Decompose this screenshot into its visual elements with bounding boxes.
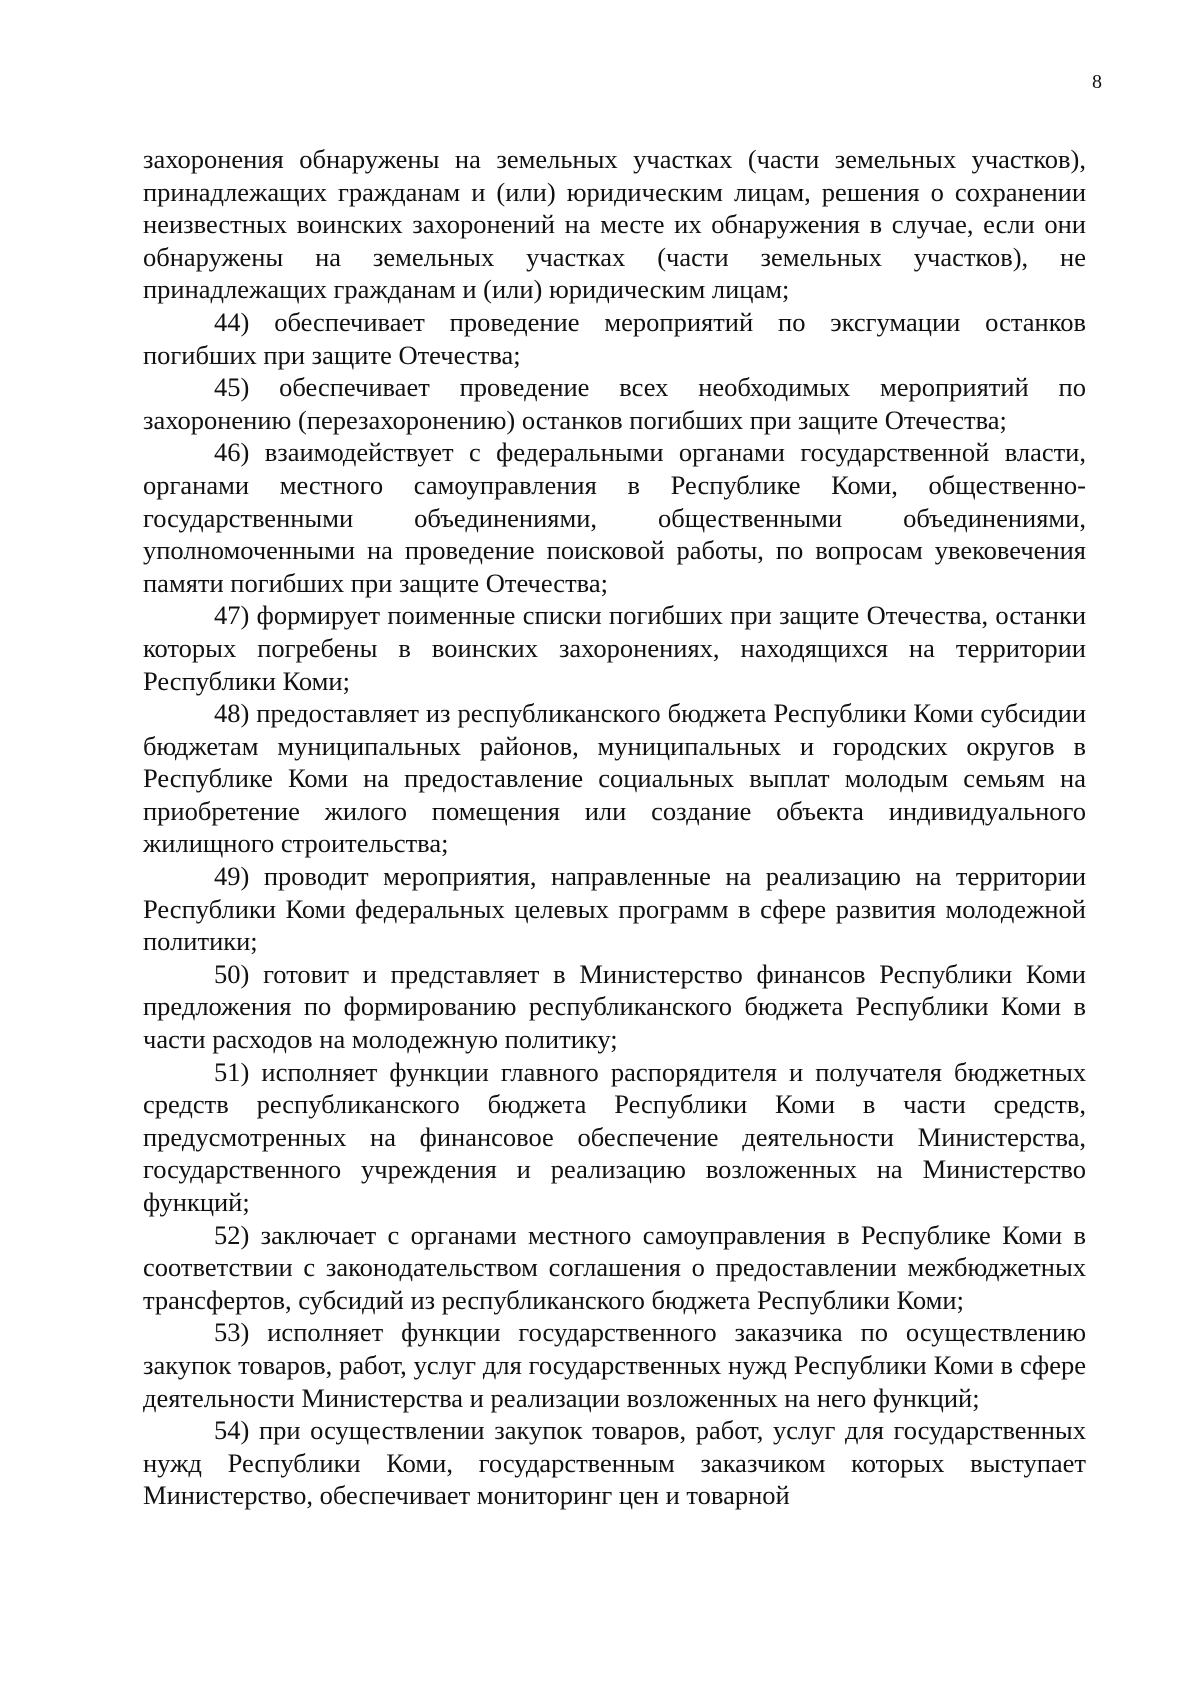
list-item-49: 49) проводит мероприятия, направленные на реализацию на территории Республики Коми федеральных целевых программ в сфере развития молодежной политики; (143, 861, 1086, 957)
paragraph-continuation: захоронения обнаружены на земельных участках (части земельных участков), принадлежащих гражданам и (или) юридическим лицам, решения о сохранении неизвестных воинских захоронений на месте их обнаружения в случае, если они обнаружены на земельных участках (части земельных участков), не принадлежащих гражданам и (или) юридическим лицам; (143, 144, 1086, 305)
list-item-45: 45) обеспечивает проведение всех необходимых мероприятий по захоронению (перезахоронению) останков погибших при защите Отечества; (143, 372, 1086, 435)
list-item-47: 47) формирует поименные списки погибших при защите Отечества, останки которых погребены в воинских захоронениях, находящихся на территории Республики Коми; (143, 600, 1086, 696)
page-number: 8 (1092, 71, 1102, 93)
list-item-48: 48) предоставляет из республиканского бюджета Республики Коми субсидии бюджетам муниципальных районов, муниципальных и городских округов в Республике Коми на предоставление социальных выплат молодым семьям на приобретение жилого помещения или создание объекта индивидуального жилищного строительства; (143, 698, 1086, 859)
list-item-53: 53) исполняет функции государственного заказчика по осуществлению закупок товаров, работ, услуг для государственных нужд Республики Коми в сфере деятельности Министерства и реализации возложенных на него функций; (143, 1317, 1086, 1413)
list-item-54: 54) при осуществлении закупок товаров, работ, услуг для государственных нужд Республики Коми, государственным заказчиком которых выступает Министерство, обеспечивает мониторинг цен и товарной (143, 1415, 1086, 1511)
document-body (143, 143, 1086, 1512)
list-item-50: 50) готовит и представляет в Министерство финансов Республики Коми предложения по формированию республиканского бюджета Республики Коми в части расходов на молодежную политику; (143, 958, 1086, 1055)
list-item-44: 44) обеспечивает проведение мероприятий по эксгумации останков погибших при защите Отечества; (143, 306, 1086, 370)
list-item-51: 51) исполняет функции главного распорядителя и получателя бюджетных средств республиканского бюджета Республики Коми в части средств, предусмотренных на финансовое обеспечение деятельности Министерства, государственного учреждения и реализацию возложенных на Министерство функций; (143, 1056, 1086, 1217)
list-item-52: 52) заключает с органами местного самоуправления в Республике Коми в соответствии с законодательством соглашения о предоставлении межбюджетных трансфертов, субсидий из республиканского бюджета Республики Коми; (143, 1219, 1086, 1315)
list-item-46: 46) взаимодействует с федеральными органами государственной власти, органами местного самоуправления в Республике Коми, общественно-государственными объединениями, общественными объединениями, уполномоченными на проведение поисковой работы, по вопросам увековечения памяти погибших при защите Отечества; (143, 437, 1086, 598)
